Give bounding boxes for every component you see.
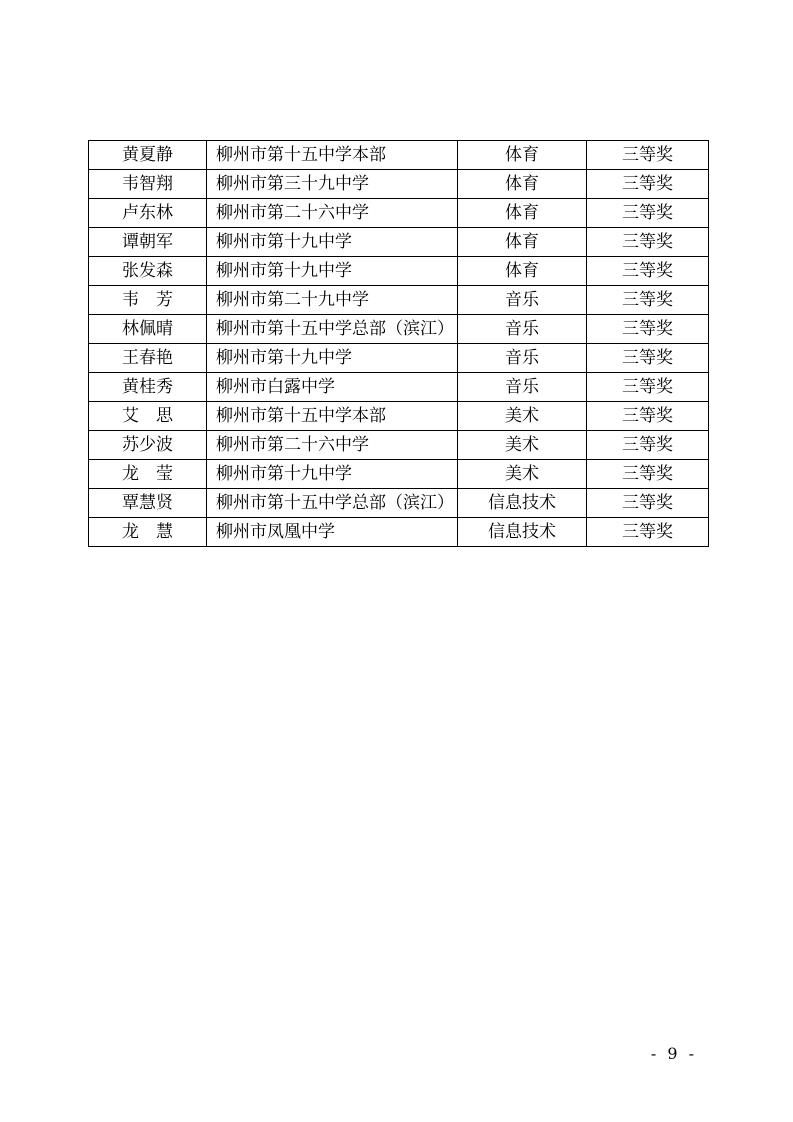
award-level-cell: 三等奖	[587, 315, 709, 344]
award-level-cell: 三等奖	[587, 460, 709, 489]
subject-cell: 美术	[458, 431, 587, 460]
award-level-cell: 三等奖	[587, 257, 709, 286]
table-row	[89, 228, 709, 257]
page-number: - 9 -	[650, 1044, 697, 1063]
table-row	[89, 344, 709, 373]
award-table	[88, 140, 709, 547]
award-level-cell: 三等奖	[587, 141, 709, 170]
subject-cell: 音乐	[458, 373, 587, 402]
school-cell: 柳州市第十五中学总部（滨江）	[207, 315, 458, 344]
school-cell: 柳州市第十九中学	[207, 344, 458, 373]
award-level-cell: 三等奖	[587, 286, 709, 315]
subject-cell: 美术	[458, 402, 587, 431]
award-table-body	[89, 141, 709, 547]
winner-name-cell: 王春艳	[89, 344, 207, 373]
school-cell: 柳州市第三十九中学	[207, 170, 458, 199]
award-level-cell: 三等奖	[587, 518, 709, 547]
table-row	[89, 170, 709, 199]
winner-name-cell: 张发森	[89, 257, 207, 286]
winner-name-cell: 韦智翔	[89, 170, 207, 199]
table-row	[89, 315, 709, 344]
school-cell: 柳州市白露中学	[207, 373, 458, 402]
table-row	[89, 518, 709, 547]
school-cell: 柳州市第十九中学	[207, 228, 458, 257]
table-row	[89, 402, 709, 431]
school-cell: 柳州市第十五中学总部（滨江）	[207, 489, 458, 518]
winner-name-cell: 谭朝军	[89, 228, 207, 257]
subject-cell: 体育	[458, 141, 587, 170]
table-row	[89, 199, 709, 228]
table-row	[89, 431, 709, 460]
school-cell: 柳州市第十九中学	[207, 257, 458, 286]
award-level-cell: 三等奖	[587, 344, 709, 373]
award-level-cell: 三等奖	[587, 489, 709, 518]
subject-cell: 音乐	[458, 344, 587, 373]
winner-name-cell: 卢东林	[89, 199, 207, 228]
subject-cell: 体育	[458, 199, 587, 228]
school-cell: 柳州市第二十六中学	[207, 199, 458, 228]
award-level-cell: 三等奖	[587, 199, 709, 228]
table-row	[89, 141, 709, 170]
subject-cell: 信息技术	[458, 489, 587, 518]
subject-cell: 信息技术	[458, 518, 587, 547]
school-cell: 柳州市第二十六中学	[207, 431, 458, 460]
subject-cell: 体育	[458, 257, 587, 286]
award-level-cell: 三等奖	[587, 431, 709, 460]
school-cell: 柳州市第十五中学本部	[207, 402, 458, 431]
table-row	[89, 257, 709, 286]
school-cell: 柳州市凤凰中学	[207, 518, 458, 547]
winner-name-cell: 韦 芳	[89, 286, 207, 315]
winner-name-cell: 黄夏静	[89, 141, 207, 170]
award-level-cell: 三等奖	[587, 402, 709, 431]
school-cell: 柳州市第十五中学本部	[207, 141, 458, 170]
award-level-cell: 三等奖	[587, 170, 709, 199]
award-level-cell: 三等奖	[587, 373, 709, 402]
subject-cell: 体育	[458, 228, 587, 257]
winner-name-cell: 苏少波	[89, 431, 207, 460]
school-cell: 柳州市第十九中学	[207, 460, 458, 489]
table-row	[89, 286, 709, 315]
award-level-cell: 三等奖	[587, 228, 709, 257]
winner-name-cell: 龙 慧	[89, 518, 207, 547]
winner-name-cell: 覃慧贤	[89, 489, 207, 518]
subject-cell: 音乐	[458, 315, 587, 344]
winner-name-cell: 林佩晴	[89, 315, 207, 344]
school-cell: 柳州市第二十九中学	[207, 286, 458, 315]
table-row	[89, 460, 709, 489]
winner-name-cell: 艾 思	[89, 402, 207, 431]
table-row	[89, 373, 709, 402]
table-row	[89, 489, 709, 518]
subject-cell: 体育	[458, 170, 587, 199]
subject-cell: 音乐	[458, 286, 587, 315]
winner-name-cell: 黄桂秀	[89, 373, 207, 402]
winner-name-cell: 龙 莹	[89, 460, 207, 489]
subject-cell: 美术	[458, 460, 587, 489]
